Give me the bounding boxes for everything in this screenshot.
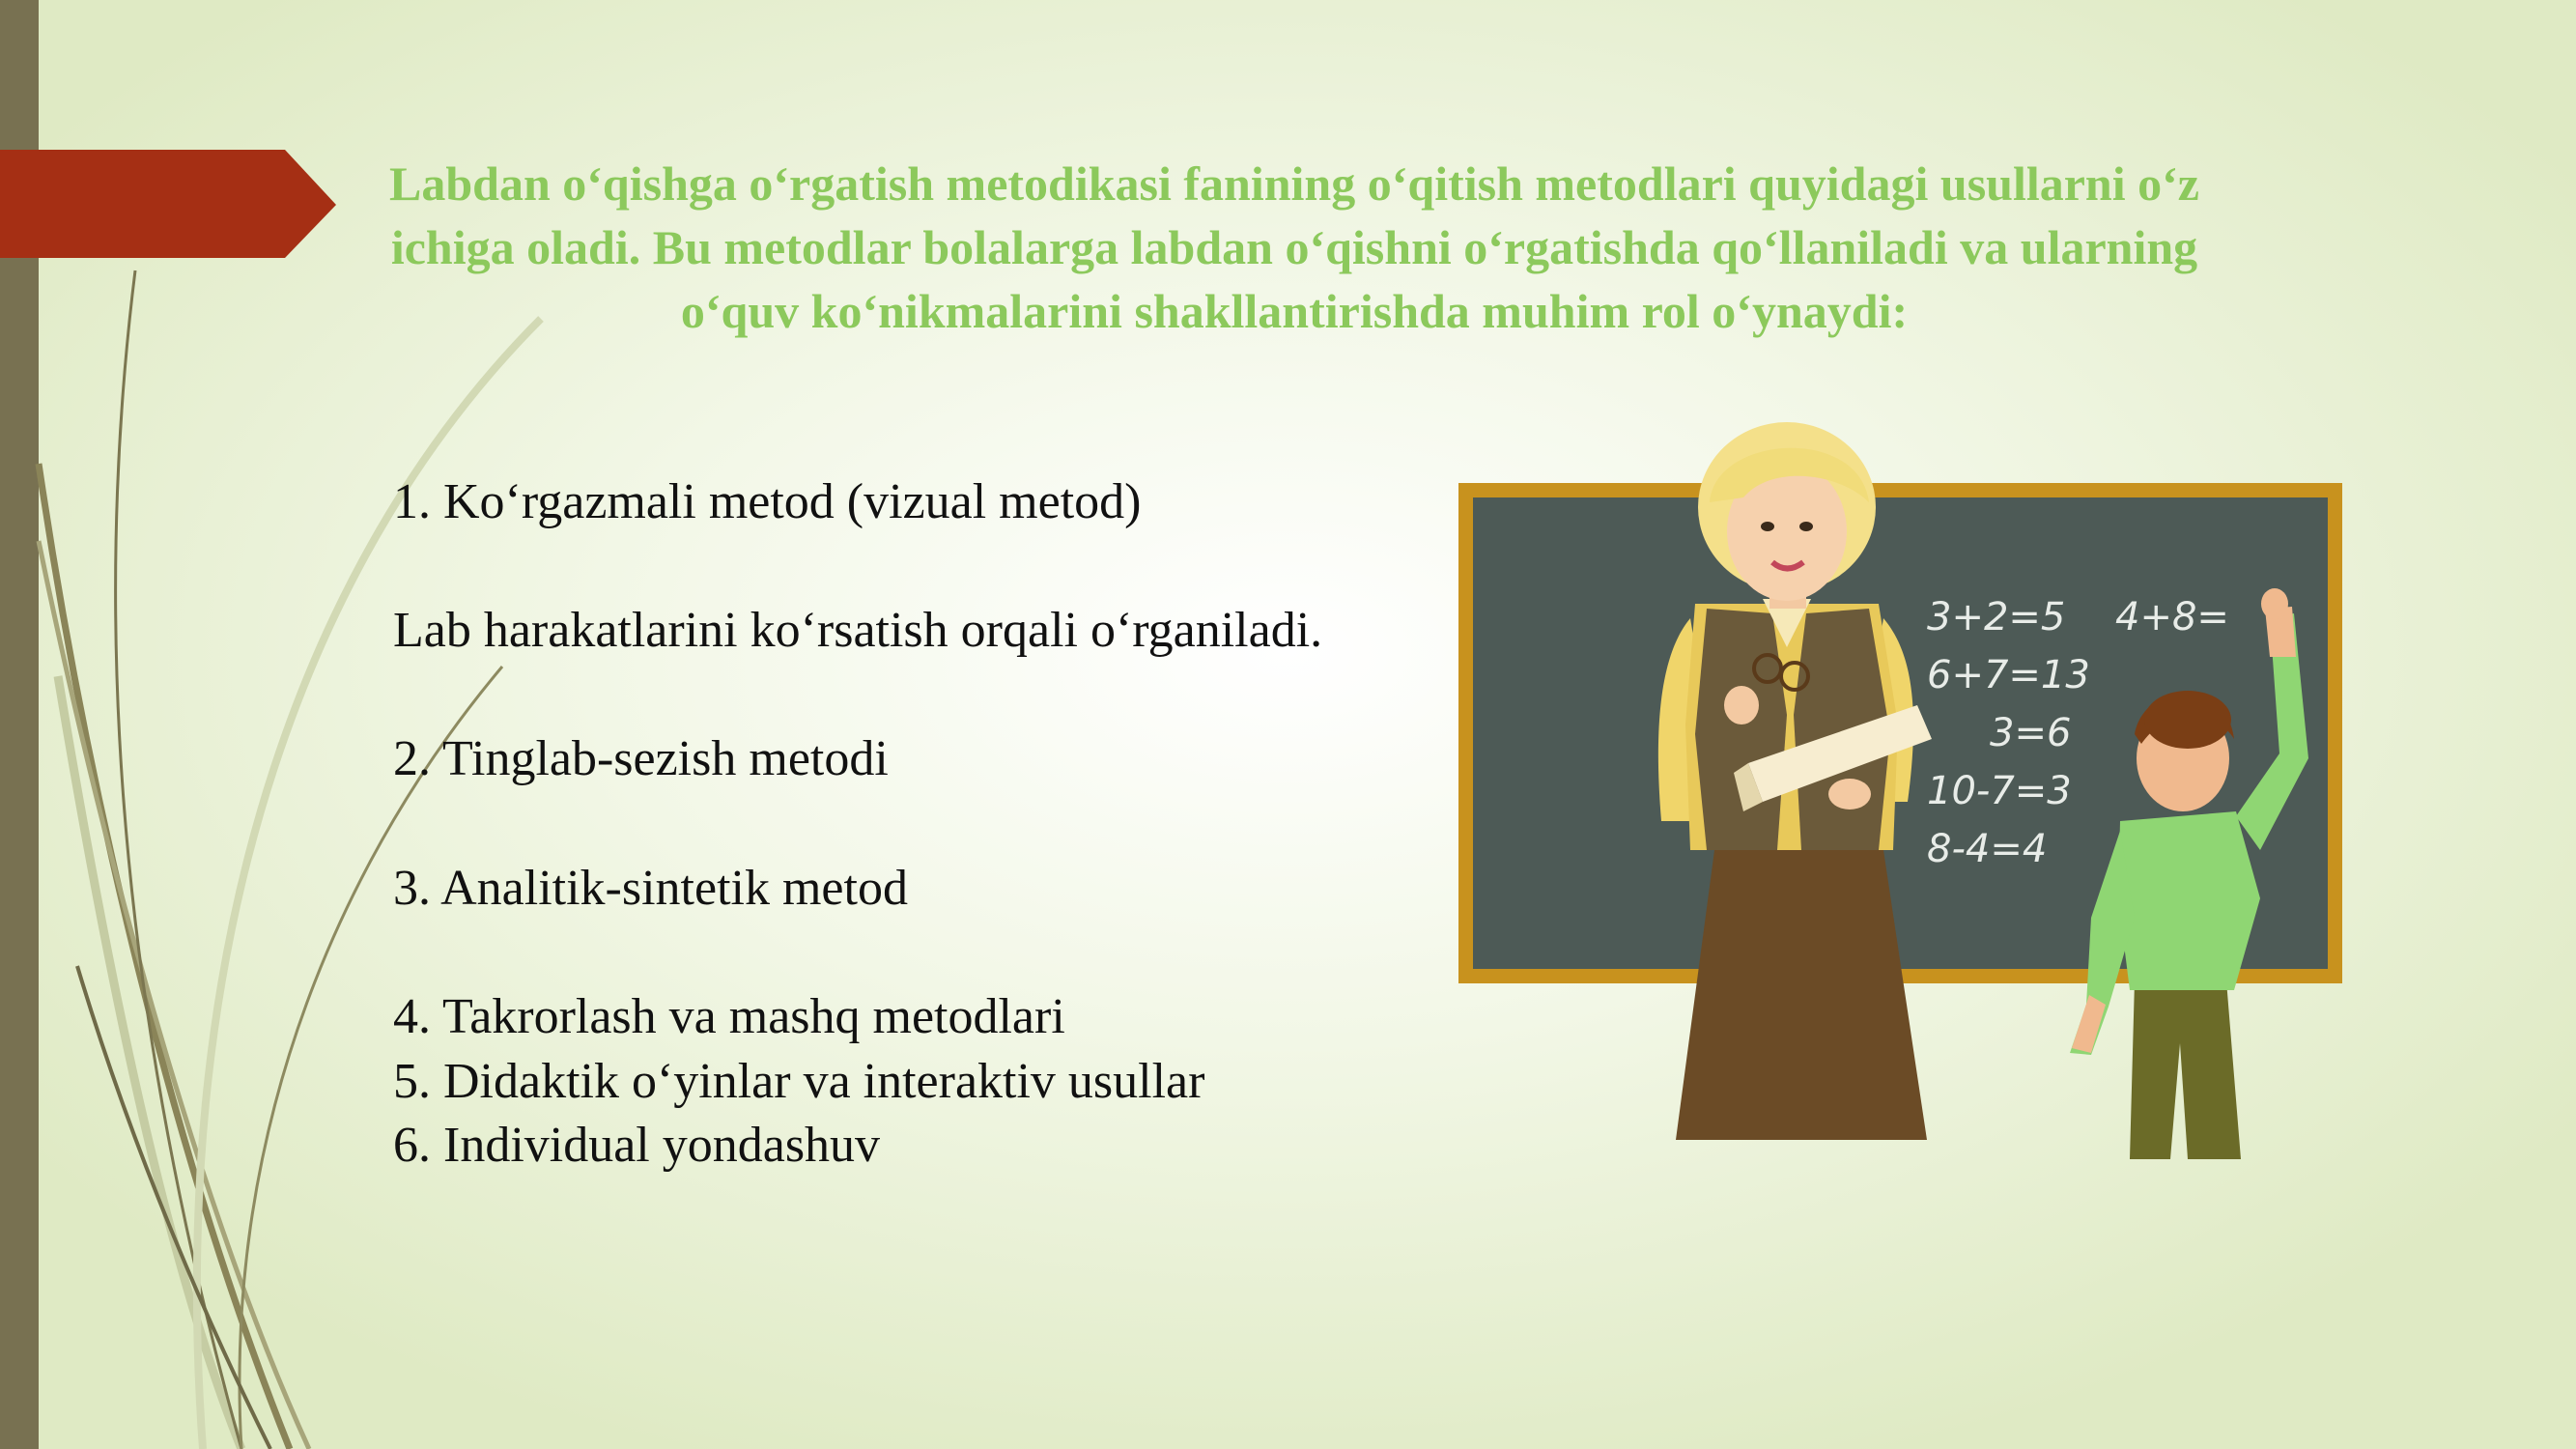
chalk-equation: 3=6 (1990, 711, 2072, 755)
method-item-2: 2. Tinglab-sezish metodi (393, 731, 889, 786)
method-item-1-description: Lab harakatlarini ko‘rsatish orqali o‘rganiladi. (393, 603, 1323, 658)
method-item-6: 6. Individual yondashuv (393, 1118, 881, 1173)
chalk-equation: 8-4=4 (1927, 827, 2048, 871)
chalk-equation: 6+7=13 (1927, 653, 2090, 697)
chalk-equation: 10-7=3 (1927, 769, 2072, 813)
chalk-equation: 3+2=5 (1927, 595, 2066, 639)
title-banner-arrow (0, 150, 338, 261)
chalk-equation: 4+8= (2115, 595, 2229, 639)
teacher-chalkboard-illustration (1454, 415, 2352, 1159)
method-item-4: 4. Takrorlash va mashq metodlari (393, 989, 1065, 1044)
method-item-1: 1. Ko‘rgazmali metod (vizual metod) (393, 474, 1142, 529)
method-item-3: 3. Analitik-sintetik metod (393, 861, 908, 916)
slide-title: Labdan o‘qishga o‘rgatish metodikasi fanining o‘qitish metodlari quyidagi usullarni o‘z ichiga oladi. Bu metodlar bolalarga labdan o‘qishni o‘rgatishda qo‘llaniladi va ularning o‘quv ko‘nikmalarini shakllantirishda muhim rol o‘ynaydi: (389, 156, 2199, 338)
method-item-5: 5. Didaktik o‘yinlar va interaktiv usullar (393, 1054, 1205, 1109)
